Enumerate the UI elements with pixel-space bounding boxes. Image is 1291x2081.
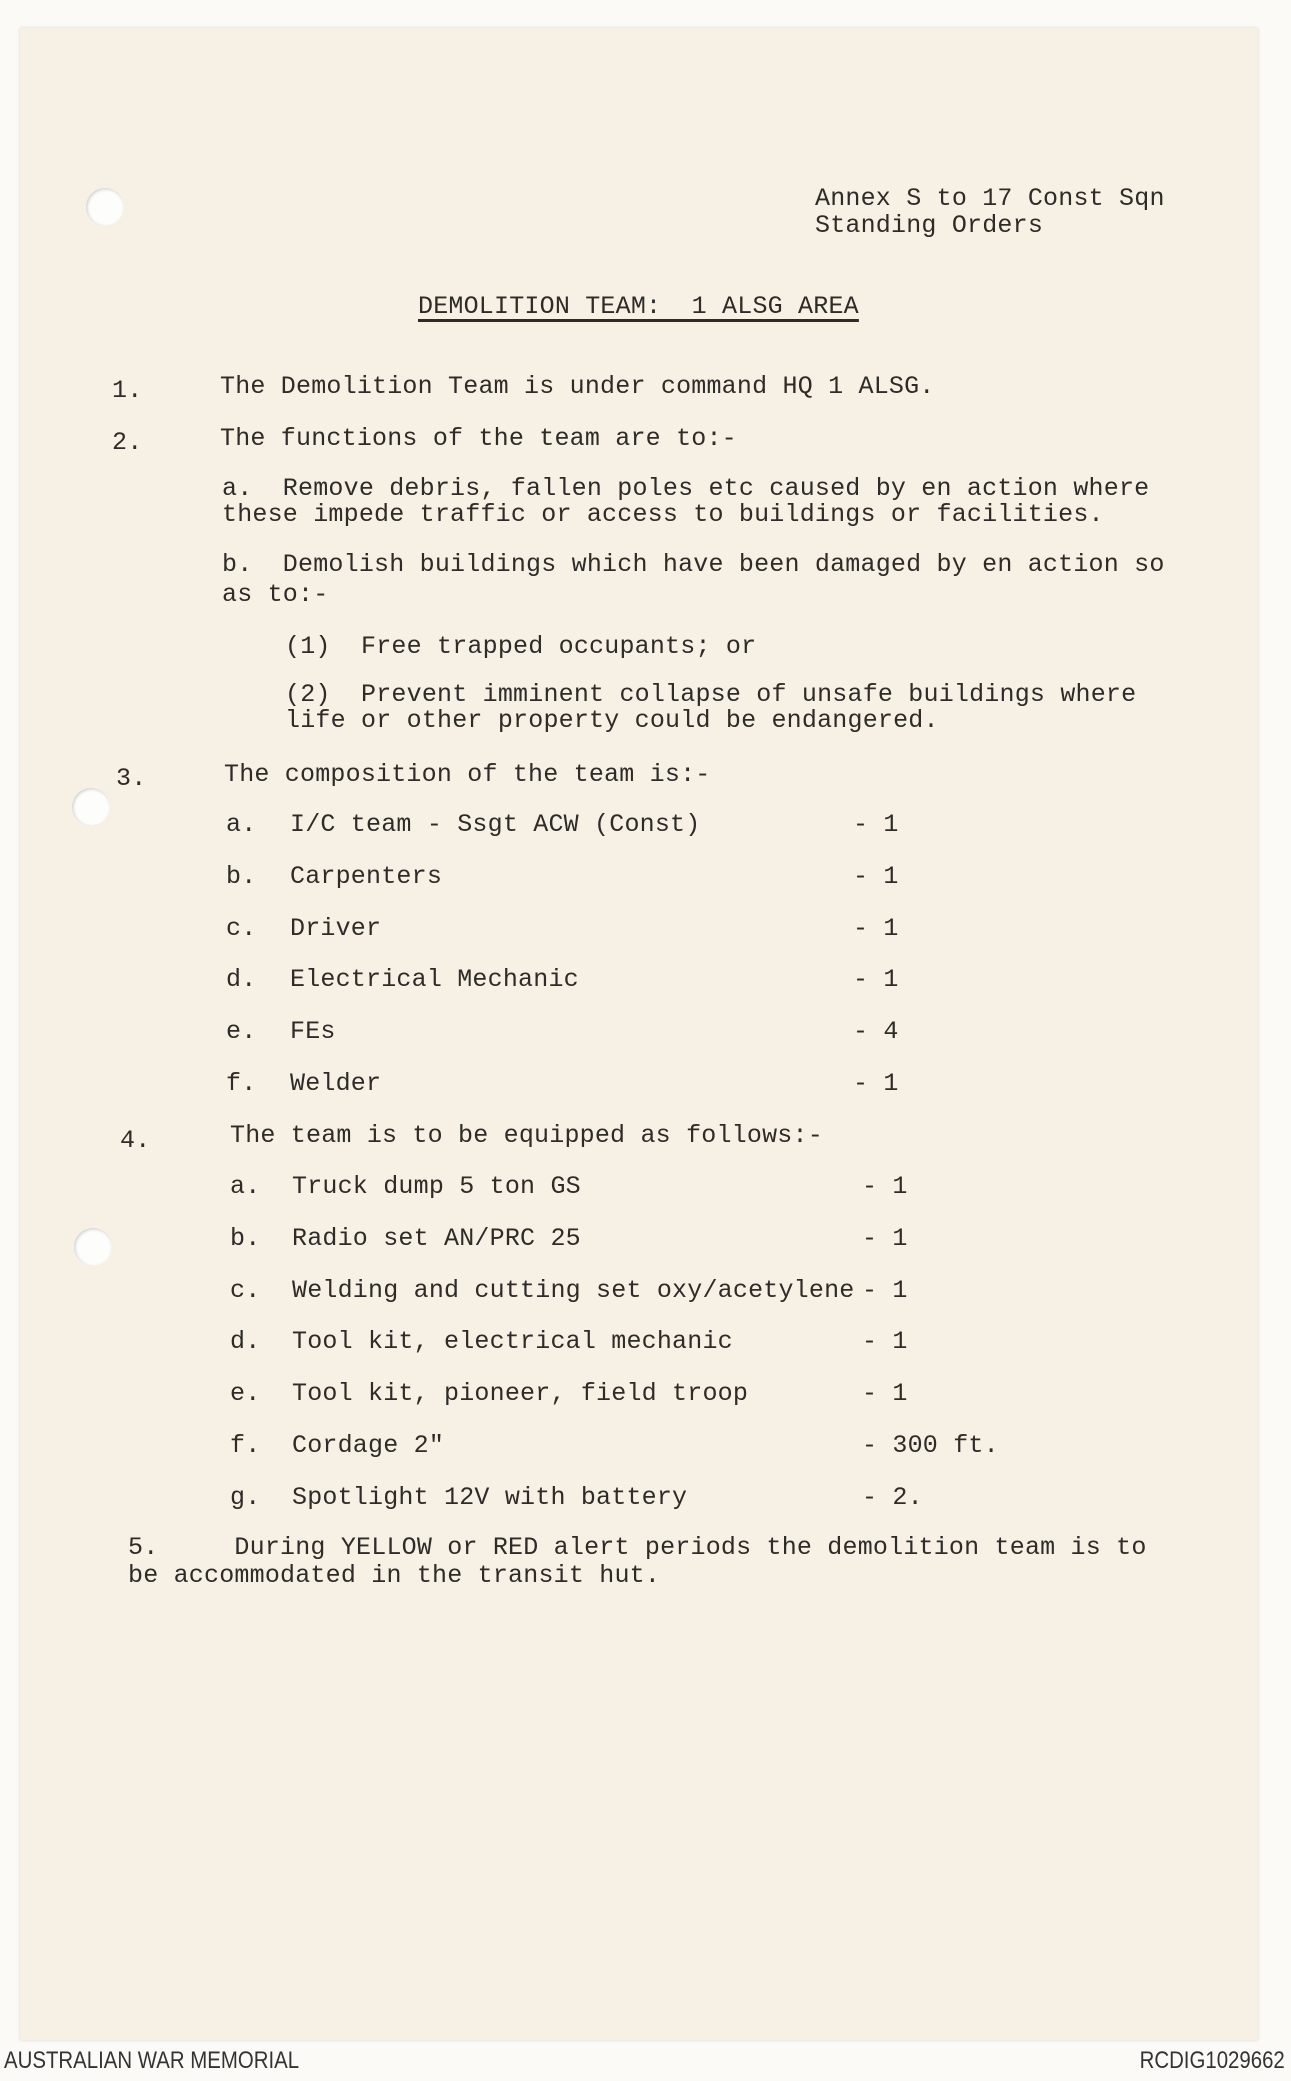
sub-para-text: as to:- <box>222 580 329 609</box>
para-number: 1. <box>112 376 143 405</box>
list-item-letter: g. <box>230 1482 261 1512</box>
list-item-quantity: - 1 <box>862 1223 908 1253</box>
list-item-letter: f. <box>230 1431 261 1460</box>
sub-item-text: (2) Prevent imminent collapse of unsafe buildings where <box>285 680 1137 709</box>
list-item-quantity: - 1 <box>853 965 899 995</box>
list-item-letter: d. <box>230 1327 261 1357</box>
list-item-quantity: - 1 <box>862 1327 908 1357</box>
list-item-label: Welder <box>290 1069 382 1098</box>
list-item-label: Radio set AN/PRC 25 <box>292 1223 581 1253</box>
list-item-label: Spotlight 12V with battery <box>292 1482 688 1512</box>
sub-item-text: life or other property could be endangered. <box>285 706 939 735</box>
list-item-letter: a. <box>230 1172 261 1201</box>
list-item-label: Cordage 2" <box>292 1431 445 1460</box>
annex-header: Annex S to 17 Const Sqn <box>815 184 1165 213</box>
list-item-letter: b. <box>226 861 257 891</box>
sub-para-text: b. Demolish buildings which have been damaged by en action so <box>222 550 1165 579</box>
list-item-quantity: - 1 <box>853 1069 899 1098</box>
list-item-quantity: - 1 <box>853 810 899 839</box>
list-item-quantity: - 300 ft. <box>862 1431 999 1460</box>
list-item-quantity: - 2. <box>862 1482 923 1512</box>
page-title: DEMOLITION TEAM: 1 ALSG AREA <box>418 292 859 321</box>
annex-subheader: Standing Orders <box>815 211 1044 240</box>
list-item-quantity: - 4 <box>853 1017 899 1047</box>
para-text: The functions of the team are to:- <box>220 424 737 453</box>
list-item-label: FEs <box>290 1017 336 1047</box>
list-item-letter: a. <box>226 810 257 839</box>
para-text: 5. During YELLOW or RED alert periods the demolition team is to <box>128 1533 1147 1562</box>
list-item-quantity: - 1 <box>862 1379 908 1409</box>
para-number: 3. <box>116 764 147 793</box>
punch-hole <box>72 788 110 826</box>
para-text: The Demolition Team is under command HQ 1 ALSG. <box>220 372 935 401</box>
para-number: 4. <box>120 1126 151 1155</box>
list-item-quantity: - 1 <box>862 1275 908 1305</box>
footer-institution: AUSTRALIAN WAR MEMORIAL <box>4 2047 300 2074</box>
list-item-letter: e. <box>230 1379 261 1409</box>
list-item-quantity: - 1 <box>853 861 899 891</box>
para-text: The composition of the team is:- <box>224 760 711 789</box>
sub-para-text: these impede traffic or access to buildings or facilities. <box>222 500 1104 529</box>
para-number: 2. <box>112 428 143 457</box>
list-item-label: Driver <box>290 913 382 943</box>
list-item-label: Welding and cutting set oxy/acetylene <box>292 1275 855 1305</box>
para-text: be accommodated in the transit hut. <box>128 1561 661 1590</box>
punch-hole <box>86 188 124 226</box>
list-item-letter: d. <box>226 965 257 995</box>
list-item-letter: c. <box>230 1275 261 1305</box>
list-item-letter: f. <box>226 1069 257 1098</box>
list-item-label: Tool kit, electrical mechanic <box>292 1327 733 1357</box>
document-page <box>20 28 1258 2040</box>
list-item-quantity: - 1 <box>862 1172 908 1201</box>
list-item-letter: e. <box>226 1017 257 1047</box>
sub-para-text: a. Remove debris, fallen poles etc caused by en action where <box>222 474 1150 503</box>
list-item-label: Electrical Mechanic <box>290 965 579 995</box>
list-item-letter: c. <box>226 913 257 943</box>
list-item-label: Carpenters <box>290 861 443 891</box>
list-item-label: Tool kit, pioneer, field troop <box>292 1379 749 1409</box>
punch-hole <box>74 1228 112 1266</box>
sub-item-text: (1) Free trapped occupants; or <box>285 632 757 661</box>
list-item-label: Truck dump 5 ton GS <box>292 1172 581 1201</box>
list-item-letter: b. <box>230 1223 261 1253</box>
list-item-quantity: - 1 <box>853 913 899 943</box>
footer-record-id: RCDIG1029662 <box>1139 2047 1285 2074</box>
list-item-label: I/C team - Ssgt ACW (Const) <box>290 810 701 839</box>
para-text: The team is to be equipped as follows:- <box>230 1121 823 1150</box>
